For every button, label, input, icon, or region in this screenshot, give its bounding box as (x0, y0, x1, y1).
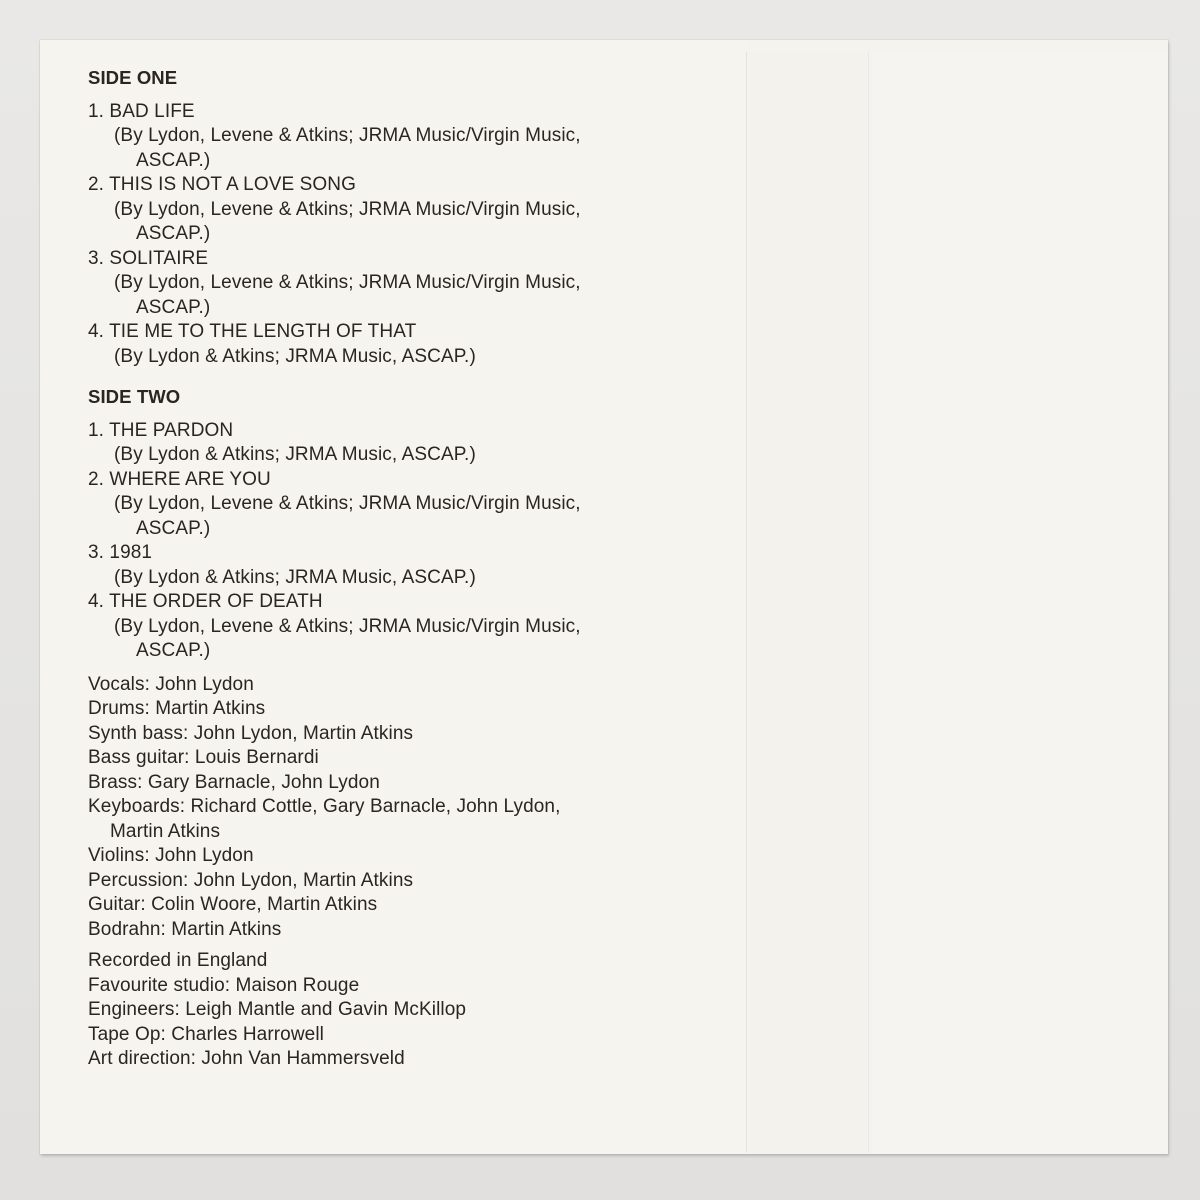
track-item (88, 173, 728, 247)
track-credit (114, 492, 728, 541)
personnel-continuation: Martin Atkins (110, 820, 221, 842)
cassette-j-card (40, 40, 1168, 1154)
recording-line: Art direction: John Van Hammersveld (88, 1048, 405, 1069)
track-credit (114, 345, 728, 370)
track-credit-line: (By Lydon & Atkins; JRMA Music, ASCAP.) (114, 444, 476, 465)
track-credit (114, 443, 728, 468)
track-credit-line: (By Lydon, Levene & Atkins; JRMA Music/Virgin Music, (114, 272, 581, 293)
recording-line: Favourite studio: Maison Rouge (88, 974, 360, 996)
track-credit-line: (By Lydon & Atkins; JRMA Music, ASCAP.) (114, 345, 476, 367)
track-title: 4. THE ORDER OF DEATH (88, 591, 323, 612)
track-title: 1. BAD LIFE (88, 100, 195, 122)
fold-line (868, 52, 870, 1152)
personnel-line: Guitar: Colin Woore, Martin Atkins (88, 894, 378, 915)
personnel-line: Keyboards: Richard Cottle, Gary Barnacle, John Lydon, (88, 796, 561, 817)
track-credit-line: ASCAP.) (136, 296, 211, 318)
personnel-line: Synth bass: John Lydon, Martin Atkins (88, 722, 414, 744)
track-credit (114, 566, 728, 591)
personnel-credits (88, 673, 728, 943)
track-credit-line: (By Lydon & Atkins; JRMA Music, ASCAP.) (114, 566, 476, 588)
track-title: 4. TIE ME TO THE LENGTH OF THAT (88, 321, 417, 342)
recording-line: Engineers: Leigh Mantle and Gavin McKillop (88, 999, 467, 1020)
side-two-section (88, 385, 728, 664)
track-credit-line: ASCAP.) (136, 149, 211, 171)
track-item (88, 247, 728, 321)
track-item (88, 100, 728, 174)
track-title: 3. SOLITAIRE (88, 247, 209, 269)
track-credit-line: (By Lydon, Levene & Atkins; JRMA Music/Virgin Music, (114, 198, 581, 220)
track-title: 2. WHERE ARE YOU (88, 468, 271, 490)
personnel-line: Bodrahn: Martin Atkins (88, 918, 282, 940)
track-item (88, 320, 728, 369)
personnel-line: Vocals: John Lydon (88, 673, 254, 695)
track-item (88, 590, 728, 664)
recording-line: Recorded in England (88, 950, 268, 971)
track-credit (114, 271, 728, 320)
track-item (88, 468, 728, 542)
flap-panel (872, 50, 1168, 1154)
personnel-line: Brass: Gary Barnacle, John Lydon (88, 771, 380, 793)
spine-panel (750, 52, 868, 1154)
track-item (88, 541, 728, 590)
side-two-heading: SIDE TWO (88, 386, 181, 407)
side-one-section (88, 66, 728, 369)
track-credit-line: (By Lydon, Levene & Atkins; JRMA Music/Virgin Music, (114, 493, 581, 514)
personnel-line: Bass guitar: Louis Bernardi (88, 747, 319, 768)
personnel-line: Percussion: John Lydon, Martin Atkins (88, 869, 414, 891)
track-credit (114, 198, 728, 247)
track-title: 2. THIS IS NOT A LOVE SONG (88, 174, 356, 195)
recording-credits (88, 949, 728, 1072)
track-credit-line: ASCAP.) (136, 640, 211, 661)
personnel-line: Violins: John Lydon (88, 845, 254, 866)
personnel-line-continued (88, 820, 728, 845)
side-one-heading: SIDE ONE (88, 67, 178, 88)
track-credit (114, 615, 728, 664)
track-title: 1. THE PARDON (88, 419, 234, 441)
track-credit-line: (By Lydon, Levene & Atkins; JRMA Music/Virgin Music, (114, 615, 581, 637)
liner-notes (88, 66, 728, 1072)
fold-line (746, 52, 748, 1152)
track-title: 3. 1981 (88, 542, 153, 563)
personnel-line: Drums: Martin Atkins (88, 698, 266, 719)
track-credit (114, 124, 728, 173)
track-credit-line: ASCAP.) (136, 517, 211, 539)
track-credit-line: (By Lydon, Levene & Atkins; JRMA Music/Virgin Music, (114, 125, 581, 146)
track-credit-line: ASCAP.) (136, 223, 211, 244)
recording-line: Tape Op: Charles Harrowell (88, 1023, 324, 1045)
track-item (88, 419, 728, 468)
